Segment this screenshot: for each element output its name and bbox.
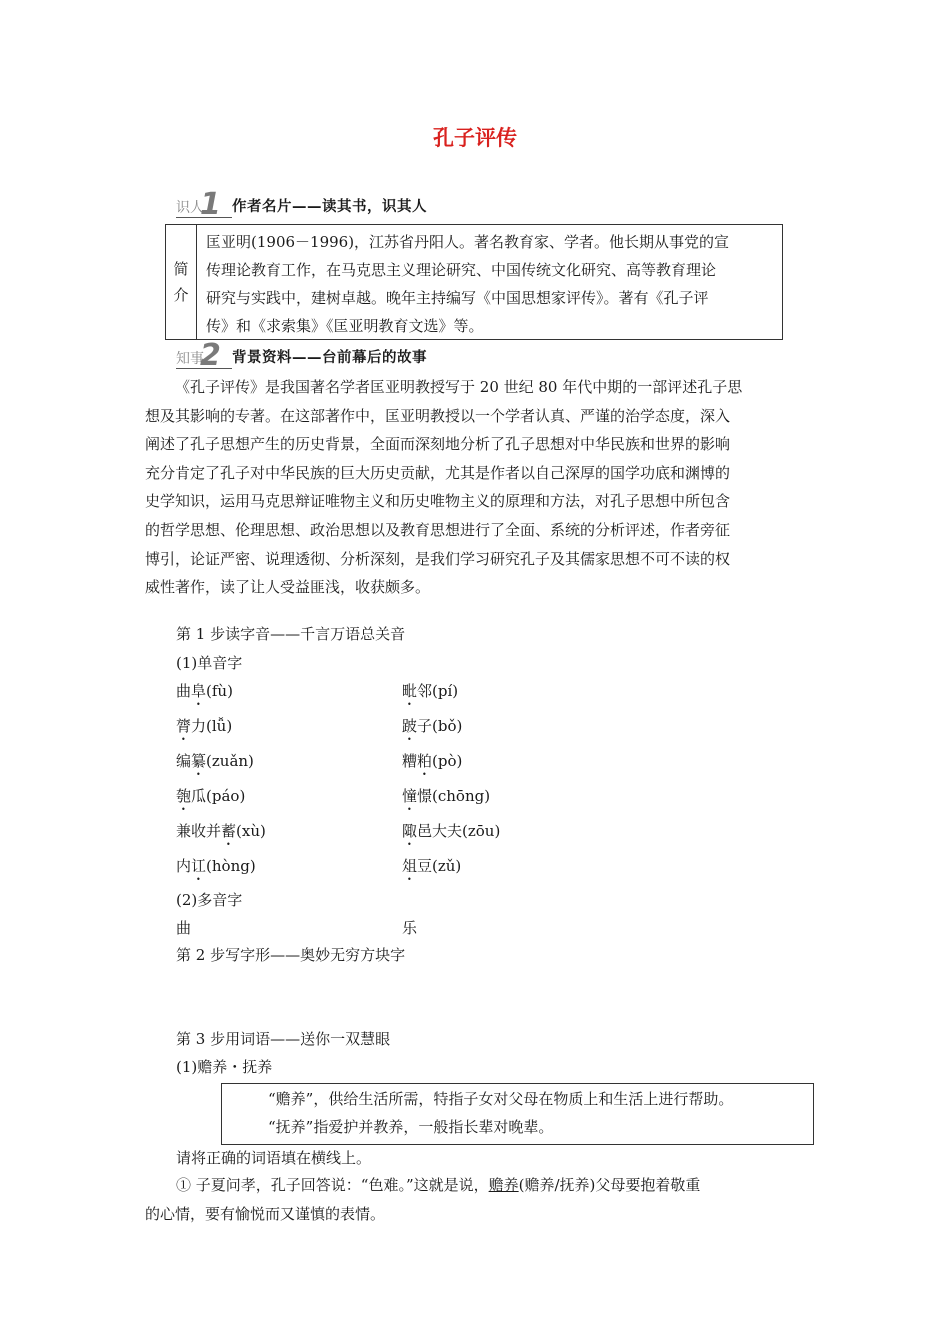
pinyin-item: 曲阜(fù)	[176, 682, 233, 700]
section-tag-2	[176, 338, 228, 373]
author-bio-box	[165, 224, 783, 340]
bio-text	[206, 228, 778, 340]
step1-heading: 第 1 步读字音——千言万语总关音	[176, 625, 406, 643]
pinyin-item: 憧憬(chōng)	[402, 787, 491, 805]
section-tag-1	[176, 187, 228, 222]
polyphone-item: 曲	[176, 919, 192, 937]
explanation-line: “赡养”，供给生活所需，特指子女对父母在物质上和生活上进行帮助。	[268, 1090, 734, 1108]
section-tag-number: 1	[200, 187, 221, 222]
pinyin-item: 编纂(zuǎn)	[176, 752, 254, 770]
page-title: 孔子评传	[433, 126, 517, 150]
step3-heading: 第 3 步用词语——送你一双慧眼	[176, 1030, 391, 1048]
paragraph-line: 史学知识，运用马克思辩证唯物主义和历史唯物主义的原理和方法，对孔子思想中所包含	[145, 492, 731, 511]
polyphone-item: 乐	[402, 919, 418, 937]
polyphone-subheading: (2)多音字	[176, 891, 243, 909]
pinyin-item: 兼收并蓄(xù)	[176, 822, 266, 840]
word-explanation-box	[221, 1083, 814, 1145]
bio-label-char: 介	[173, 286, 189, 304]
paragraph-line: 的哲学思想、伦理思想、政治思想以及教育思想进行了全面、系统的分析评述，作者旁征	[145, 520, 731, 539]
step3-subheading: (1)赡养・抚养	[176, 1058, 273, 1076]
section-tag-number: 2	[200, 338, 221, 373]
paragraph-line: 博引，论证严密、说理透彻、分析深刻，是我们学习研究孔子及其儒家思想不可不读的权	[145, 549, 731, 568]
pinyin-item: 陬邑大夫(zōu)	[402, 822, 501, 840]
pinyin-item: 膂力(lǚ)	[176, 717, 233, 735]
paragraph-line: 想及其影响的专著。在这部著作中，匡亚明教授以一个学者认真、严谨的治学态度，深入	[145, 406, 731, 425]
section-heading: 背景资料——台前幕后的故事	[232, 350, 427, 366]
bio-line: 传理论教育工作，在马克思主义理论研究、中国传统文化研究、高等教育理论	[206, 261, 717, 279]
question-1-continued: 的心情，要有愉悦而又谨慎的表情。	[145, 1205, 386, 1223]
step2-heading: 第 2 步写字形——奥妙无穷方块字	[176, 946, 406, 964]
background-paragraph	[145, 373, 742, 602]
bio-label	[166, 225, 197, 339]
pinyin-item: 毗邻(pí)	[402, 682, 459, 700]
pinyin-item: 内讧(hòng)	[176, 857, 256, 875]
section-tag-label: 识人	[176, 200, 204, 216]
pinyin-item: 糟粕(pò)	[402, 752, 463, 770]
bio-label-char: 简	[173, 260, 189, 278]
paragraph-line: 《孔子评传》是我国著名学者匡亚明教授写于 20 世纪 80 年代中期的一部评述孔子思	[175, 378, 743, 396]
paragraph-line: 充分肯定了孔子对中华民族的巨大历史贡献，尤其是作者以自己深厚的国学功底和渊博的	[145, 463, 731, 482]
background-header	[176, 338, 427, 373]
section-tag-label: 知事	[176, 351, 204, 367]
pinyin-item: 跛子(bǒ)	[402, 717, 463, 735]
paragraph-line: 威性著作，读了让人受益匪浅，收获颇多。	[145, 578, 431, 597]
step1-subheading: (1)单音字	[176, 654, 243, 672]
bio-line: 匡亚明(1906－1996)，江苏省丹阳人。著名教育家、学者。他长期从事党的宣	[206, 233, 730, 251]
instruction-text: 请将正确的词语填在横线上。	[176, 1149, 372, 1167]
section-heading: 作者名片——读其书，识其人	[232, 199, 427, 215]
bio-line: 传》和《求索集》《匡亚明教育文选》等。	[206, 317, 484, 335]
explanation-line: “抚养”指爱护并教养，一般指长辈对晚辈。	[268, 1118, 554, 1136]
pinyin-item: 俎豆(zǔ)	[402, 857, 462, 875]
question-1: ① 子夏问孝，孔子回答说：“色难。”这就是说，赡养(赡养/抚养)父母要抱着敬重	[176, 1176, 701, 1194]
bio-line: 研究与实践中，建树卓越。晚年主持编写《中国思想家评传》。著有《孔子评	[206, 289, 709, 307]
author-card-header	[176, 187, 427, 222]
answer-blank[interactable]: 赡养	[488, 1176, 519, 1194]
paragraph-line: 阐述了孔子思想产生的历史背景，全面而深刻地分析了孔子思想对中华民族和世界的影响	[145, 435, 731, 454]
pinyin-item: 匏瓜(páo)	[176, 787, 246, 805]
